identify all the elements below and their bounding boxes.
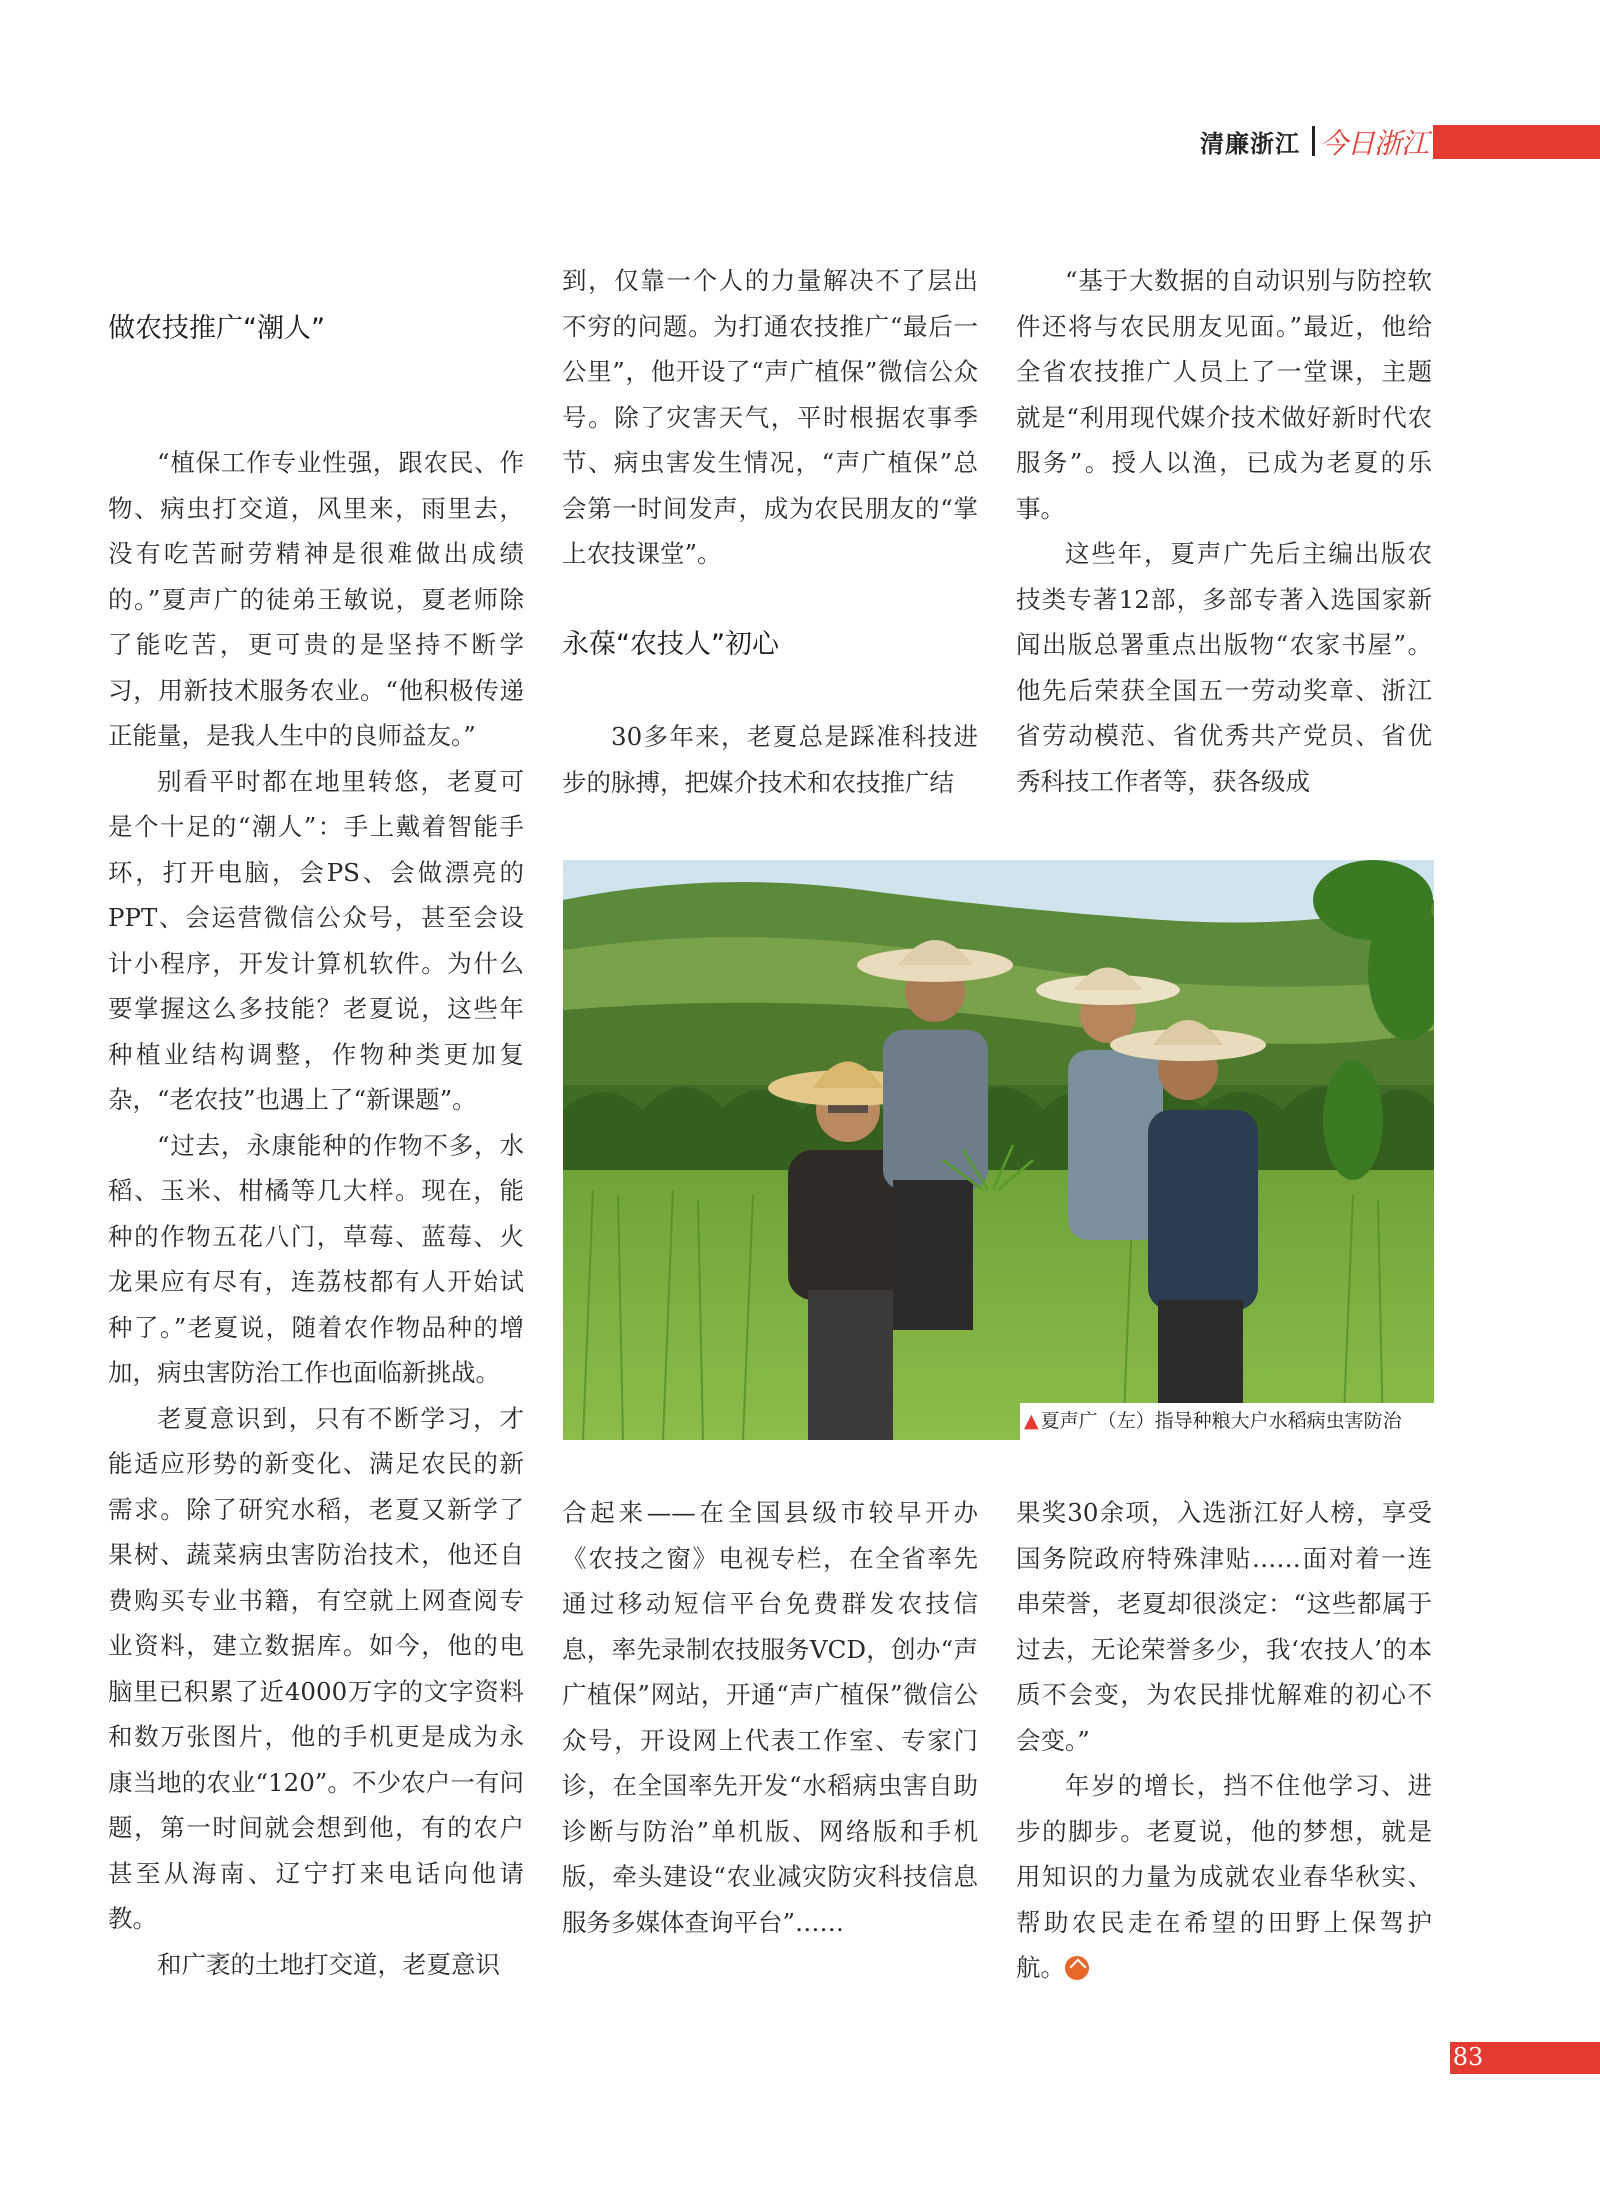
paragraph: 别看平时都在地里转悠，老夏可是个十足的“潮人”：手上戴着智能手环，打开电脑，会PS、会做漂亮的PPT、会运营微信公众号，甚至会设计小程序，开发计算机软件。为什么要掌握这么多技能？老夏说，这些年种植业结构调整，作物种类更加复杂，“老农技”也遇上了“新课题”。	[108, 766, 524, 1114]
triangle-icon: ▲	[1024, 1410, 1039, 1432]
section-heading-chaoren: 做农技推广“潮人”	[108, 313, 325, 344]
section-title: 清廉浙江	[1200, 130, 1300, 158]
column-2-bottom	[562, 1490, 978, 1945]
magazine-logo: 今日浙江	[1320, 127, 1429, 160]
paragraph: 到，仅靠一个人的力量解决不了层出不穷的问题。为打通农技推广“最后一公里”，他开设了“声广植保”微信公众号。除了灾害天气，平时根据农事季节、病虫害发生情况，“声广植保”总会第一时间发声，成为农民朋友的“掌上农技课堂”。	[562, 266, 978, 568]
paragraph: “基于大数据的自动识别与防控软件还将与农民朋友见面。”最近，他给全省农技推广人员上了一堂课，主题就是“利用现代媒介技术做好新时代农服务”。授人以渔，已成为老夏的乐事。	[1016, 266, 1432, 523]
paragraph: 老夏意识到，只有不断学习，才能适应形势的新变化、满足农民的新需求。除了研究水稻，老夏又新学了果树、蔬菜病虫害防治技术，他还自费购买专业书籍，有空就上网查阅专业资料，建立数据库。如今，他的电脑里已积累了近4000万字的文字资料和数万张图片，他的手机更是成为永康当地的农业“120”。不少农户一有问题，第一时间就会想到他，有的农户甚至从海南、辽宁打来电话向他请教。	[108, 1403, 524, 1933]
paragraph: 30多年来，老夏总是踩准科技进步的脉搏，把媒介技术和农技推广结	[562, 722, 978, 797]
header-divider	[1312, 126, 1315, 156]
header-red-bar	[1433, 125, 1600, 159]
paragraph: 合起来——在全国县级市较早开办《农技之窗》电视专栏，在全省率先通过移动短信平台免费群发农技信息，率先录制农技服务VCD，创办“声广植保”网站，开通“声广植保”微信公众号，开设网上代表工作室、专家门诊，在全国率先开发“水稻病虫害自助诊断与防治”单机版、网络版和手机版，牵头建设“农业减灾防灾科技信息服务多媒体查询平台”……	[562, 1498, 978, 1937]
caption-text: 夏声广（左）指导种粮大户水稻病虫害防治	[1040, 1410, 1402, 1432]
paragraph: “过去，永康能种的作物不多，水稻、玉米、柑橘等几大样。现在，能种的作物五花八门，草莓、蓝莓、火龙果应有尽有，连荔枝都有人开始试种了。”老夏说，随着农作物品种的增加，病虫害防治工作也面临新挑战。	[108, 1130, 524, 1387]
column-2-mid	[562, 714, 978, 805]
paragraph: 这些年，夏声广先后主编出版农技类专著12部，多部专著入选国家新闻出版总署重点出版物“农家书屋”。他先后荣获全国五一劳动奖章、浙江省劳动模范、省优秀共产党员、省优秀科技工作者等，获各级成	[1016, 539, 1432, 796]
paragraph	[1016, 1763, 1432, 1991]
column-2-top	[562, 258, 978, 577]
section-heading-chuxin: 永葆“农技人”初心	[562, 629, 779, 660]
paragraph: “植保工作专业性强，跟农民、作物、病虫打交道，风里来，雨里去，没有吃苦耐劳精神是很难做出成绩的。”夏声广的徒弟王敏说，夏老师除了能吃苦，更可贵的是坚持不断学习，用新技术服务农业。“他积极传递正能量，是我人生中的良师益友。”	[108, 448, 524, 750]
end-mark-icon	[1065, 1956, 1089, 1980]
photo-illustration	[563, 860, 1434, 1440]
paragraph: 果奖30余项，入选浙江好人榜，享受国务院政府特殊津贴……面对着一连串荣誉，老夏却很淡定：“这些都属于过去，无论荣誉多少，我‘农技人’的本质不会变，为农民排忧解难的初心不会变。”	[1016, 1498, 1432, 1755]
column-3-top	[1016, 258, 1432, 804]
paragraph-text: 年岁的增长，挡不住他学习、进步的脚步。老夏说，他的梦想，就是用知识的力量为成就农业春华秋实、帮助农民走在希望的田野上保驾护航。	[1016, 1771, 1432, 1982]
article-photo	[563, 860, 1434, 1440]
paragraph: 和广袤的土地打交道，老夏意识	[157, 1949, 500, 1979]
column-1	[108, 440, 524, 1987]
photo-caption	[1020, 1403, 1434, 1440]
column-3-bottom	[1016, 1490, 1432, 1991]
page-number: 83	[1452, 2043, 1484, 2071]
